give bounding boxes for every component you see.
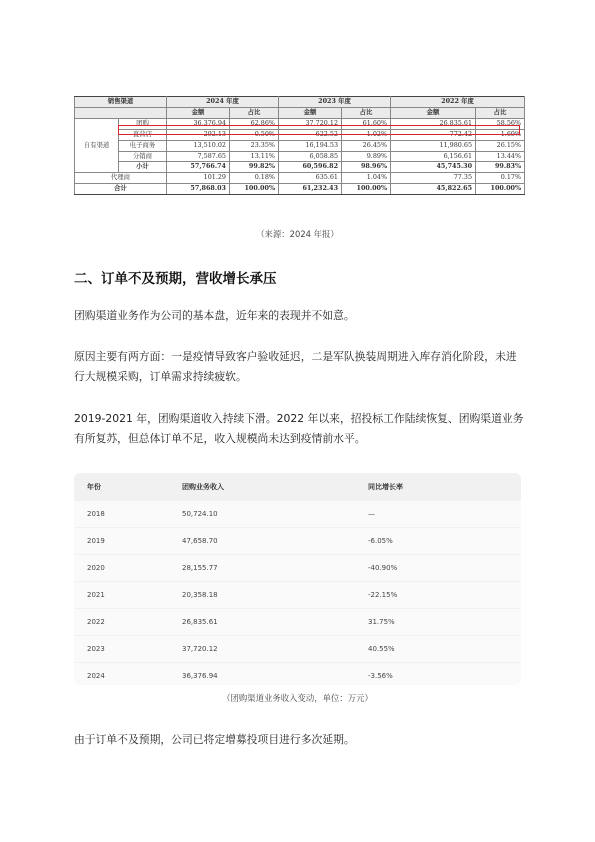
cell-year: 2018: [87, 510, 105, 518]
cell: 1.02%: [342, 129, 391, 140]
row-label: 直营店: [119, 129, 167, 140]
cell-revenue: 28,155.77: [182, 564, 218, 572]
cell-yoy: -40.90%: [368, 564, 398, 572]
cell: 62.86%: [230, 118, 279, 129]
header-amount: 金额: [279, 107, 342, 118]
header-2023: 2023 年度: [279, 97, 391, 108]
table-row: [74, 527, 521, 554]
header-ratio: 占比: [230, 107, 279, 118]
cell-year: 2024: [87, 672, 105, 680]
cell: 45,745.30: [391, 162, 476, 173]
group-label: 自有渠道: [75, 118, 119, 173]
row-label: 合计: [75, 184, 167, 195]
table-header: [74, 473, 521, 500]
header-2024: 2024 年度: [167, 97, 279, 108]
cell: 37,720.12: [279, 118, 342, 129]
table-row: [74, 608, 521, 635]
cell: 7,587.65: [167, 151, 230, 162]
cell-revenue: 37,720.12: [182, 645, 218, 653]
table-row: [75, 162, 525, 173]
table-row: [75, 129, 525, 140]
cell-yoy: 31.75%: [368, 618, 395, 626]
cell: 36,376.94: [167, 118, 230, 129]
cell: 0.50%: [230, 129, 279, 140]
header-ratio: 占比: [476, 107, 525, 118]
cell: 6,058.85: [279, 151, 342, 162]
header-amount: 金额: [391, 107, 476, 118]
cell: 61.60%: [342, 118, 391, 129]
table-row: [75, 184, 525, 195]
header-amount: 金额: [167, 107, 230, 118]
header-year: 年份: [87, 482, 101, 491]
table-row: [74, 662, 521, 685]
cell: 58.56%: [476, 118, 525, 129]
cell: 9.89%: [342, 151, 391, 162]
cell-revenue: 47,658.70: [182, 537, 218, 545]
row-label: 代理商: [75, 173, 167, 184]
cell-year: 2021: [87, 591, 105, 599]
cell-yoy: -6.05%: [368, 537, 393, 545]
fin-table-caption: （来源：2024 年报）: [256, 229, 339, 239]
cell: 13,510.02: [167, 140, 230, 151]
table-row: [75, 151, 525, 162]
paragraph: 团购渠道业务作为公司的基本盘，近年来的表现并不如意。: [74, 309, 355, 322]
cell: 292.13: [167, 129, 230, 140]
cell: 23.35%: [230, 140, 279, 151]
cell-yoy: —: [368, 510, 375, 518]
cell: 26.15%: [476, 140, 525, 151]
cell-yoy: -22.15%: [368, 591, 398, 599]
group-purchase-revenue-table: [74, 473, 521, 685]
cell-revenue: 20,358.18: [182, 591, 218, 599]
cell: 13.11%: [230, 151, 279, 162]
table-row: [75, 173, 525, 184]
section-heading: 二、订单不及预期，营收增长承压: [74, 271, 277, 287]
sales-channel-table: [74, 96, 525, 195]
cell: 772.42: [391, 129, 476, 140]
paragraph: 原因主要有两方面：一是疫情导致客户验收延迟，二是军队换装周期进入库存消化阶段，未进行大规模采购，订单需求持续疲软。: [74, 350, 517, 383]
header-blank: [75, 107, 167, 118]
header-2022: 2022 年度: [391, 97, 525, 108]
cell: 622.52: [279, 129, 342, 140]
sales-channel-table-figure: [74, 96, 524, 195]
cell: 98.96%: [342, 162, 391, 173]
cell: 26,835.61: [391, 118, 476, 129]
cell: 635.61: [279, 173, 342, 184]
cell-year: 2022: [87, 618, 105, 626]
row-label: 分销商: [119, 151, 167, 162]
paragraph: 2019-2021 年，团购渠道收入持续下滑。2022 年以来，招投标工作陆续恢复、团购渠道业务有所复苏，但总体订单不足，收入规模尚未达到疫情前水平。: [74, 412, 524, 445]
cell: 0.17%: [476, 173, 525, 184]
paragraph: 由于订单不及预期，公司已将定增募投项目进行多次延期。: [74, 733, 355, 746]
header-channel: 销售渠道: [75, 97, 167, 108]
cell: 99.82%: [230, 162, 279, 173]
cell: 77.35: [391, 173, 476, 184]
cell: 57,766.74: [167, 162, 230, 173]
cell-revenue: 50,724.10: [182, 510, 218, 518]
cell: 57,868.03: [167, 184, 230, 195]
cell: 100.00%: [230, 184, 279, 195]
cell: 1.69%: [476, 129, 525, 140]
cell: 100.00%: [342, 184, 391, 195]
cell: 26.45%: [342, 140, 391, 151]
table-row: [75, 140, 525, 151]
cell-year: 2023: [87, 645, 105, 653]
row-label: 团购: [119, 118, 167, 129]
table-row: [74, 554, 521, 581]
cell-revenue: 36,376.94: [182, 672, 218, 680]
cell: 61,232.43: [279, 184, 342, 195]
cell: 1.04%: [342, 173, 391, 184]
cell: 100.00%: [476, 184, 525, 195]
header-revenue: 团购业务收入: [182, 482, 224, 491]
table-row: [74, 581, 521, 608]
cell: 101.29: [167, 173, 230, 184]
cell-year: 2019: [87, 537, 105, 545]
cell: 45,822.65: [391, 184, 476, 195]
row-label: 电子商务: [119, 140, 167, 151]
cell: 6,156.61: [391, 151, 476, 162]
header-yoy: 同比增长率: [368, 482, 403, 491]
cell: 16,194.53: [279, 140, 342, 151]
table-row: [75, 118, 525, 129]
growth-table-caption: （团购渠道业务收入变动，单位：万元）: [222, 693, 373, 703]
cell-yoy: -3.56%: [368, 672, 393, 680]
header-ratio: 占比: [342, 107, 391, 118]
cell: 99.83%: [476, 162, 525, 173]
cell: 13.44%: [476, 151, 525, 162]
cell-revenue: 26,835.61: [182, 618, 218, 626]
cell: 0.18%: [230, 173, 279, 184]
table-row: [74, 635, 521, 662]
cell-year: 2020: [87, 564, 105, 572]
cell: 60,596.82: [279, 162, 342, 173]
cell: 11,980.65: [391, 140, 476, 151]
table-row: [74, 500, 521, 527]
row-label: 小计: [119, 162, 167, 173]
cell-yoy: 40.55%: [368, 645, 395, 653]
